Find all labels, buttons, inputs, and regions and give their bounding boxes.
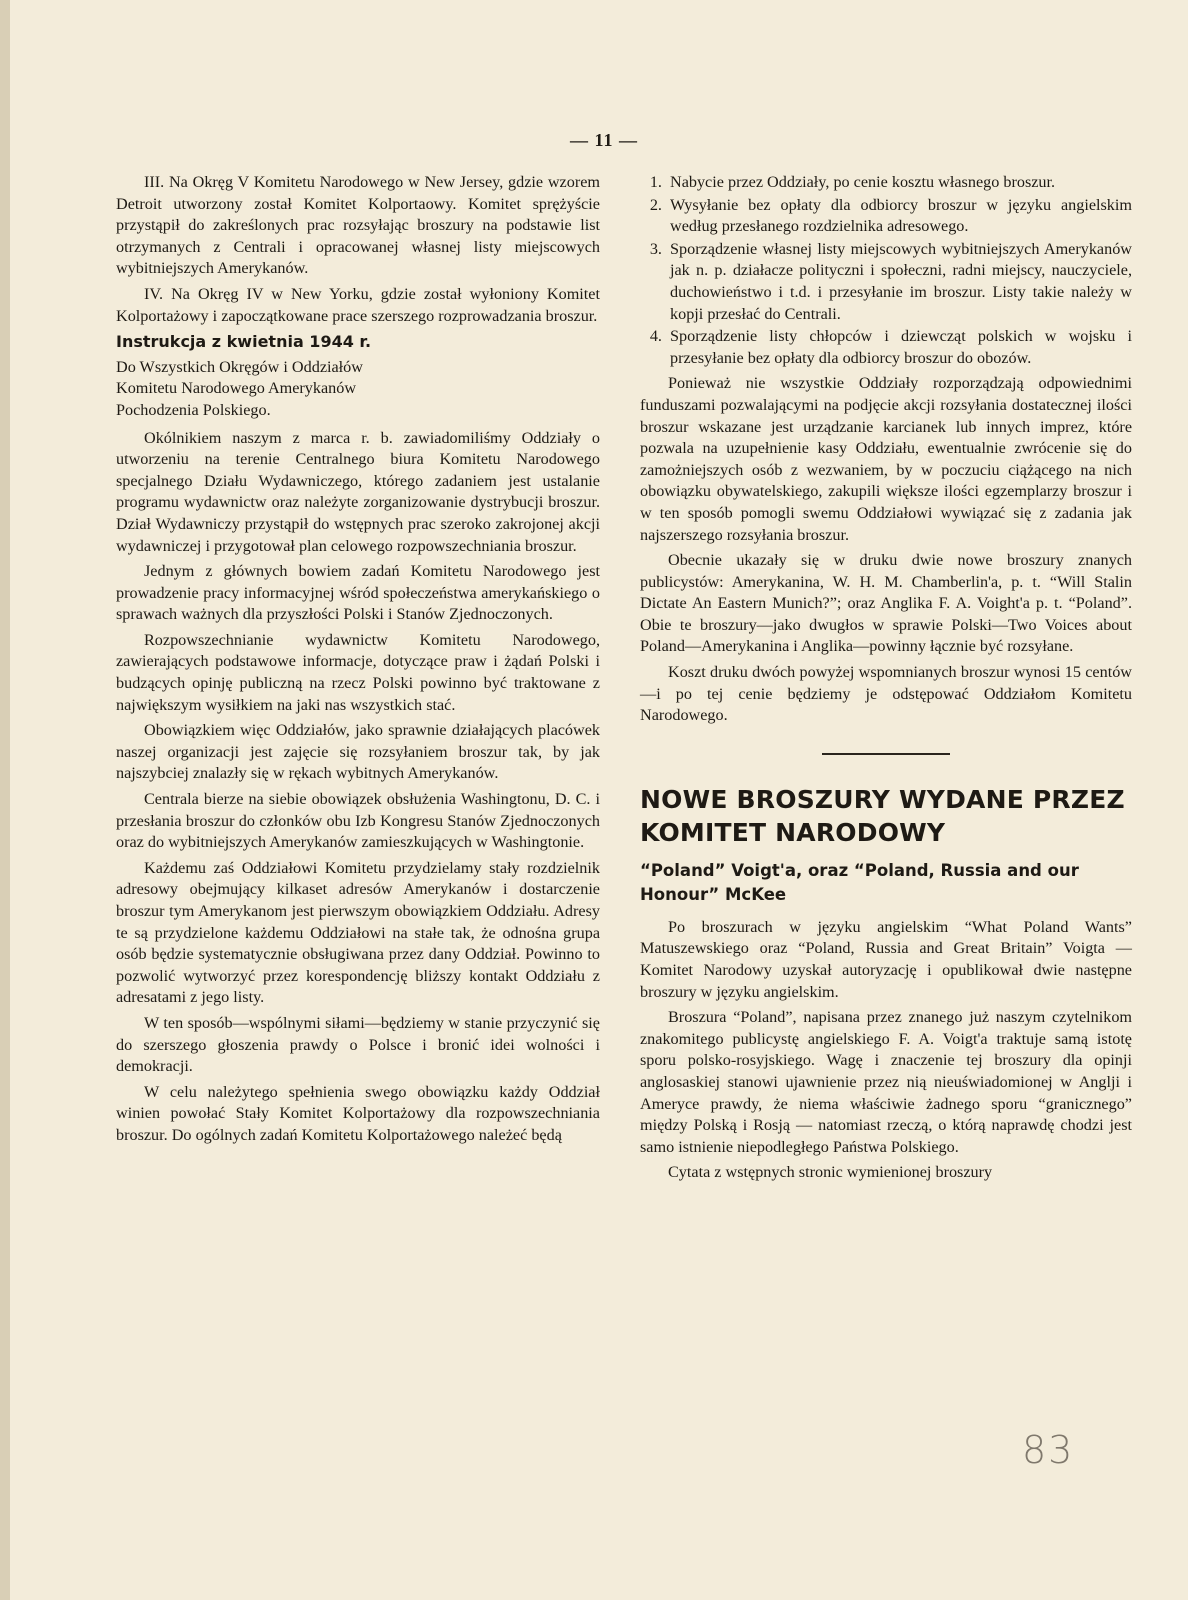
handwritten-page-mark: 83 <box>1022 1428 1075 1472</box>
divider <box>822 753 950 755</box>
right-column <box>640 172 1132 1188</box>
paragraph: Obowiązkiem więc Oddziałów, jako sprawnie działających placówek naszej organizacji jest zajęcie się rozsyłaniem broszur tak, by jak najszybciej znalazły się w rękach wybitnych Amerykanów. <box>116 721 600 783</box>
paragraph: Okólnikiem naszym z marca r. b. zawiadomiliśmy Oddziały o utworzeniu na terenie Centralnego biura Komitetu Narodowego specjalnego Działu Wydawniczego, którego zadaniem jest ustalanie programu wydawnictw oraz należyte zorganizowanie dystrybucji broszur. Dział Wydawniczy przystąpił do wstępnych prac szeroko zakrojonej akcji wydawniczej i przygotował plan celowego rozpowszechniania broszur. <box>116 428 600 555</box>
list-item: 3. Sporządzenie własnej listy miejscowych wybitniejszych Amerykanów jak n. p. działacze polityczni i społeczni, radni miejscy, nauczyciele, duchowieństwo i t.d. i przesyłanie im broszur. Listy takie należy w kopji przesłać do Centrali. <box>666 239 1132 325</box>
paragraph: W celu należytego spełnienia swego obowiązku każdy Oddział winien powołać Stały Komitet Kolportażowy dla rozpowszechniania broszur. Do ogólnych zadań Komitetu Kolportażowego należeć będą <box>116 1082 600 1144</box>
left-column <box>116 172 600 1151</box>
numbered-list <box>640 172 1132 369</box>
page-number: — 11 — <box>569 130 638 150</box>
article-headline: NOWE BROSZURY WYDANE PRZEZ KOMITET NARODOWY <box>640 784 1125 847</box>
paragraph: IV. Na Okręg IV w New Yorku, gdzie został wyłoniony Komitet Kolportażowy i zapoczątkowane prace szerszego rozprowadzania broszur. <box>116 284 600 325</box>
list-item: 2. Wysyłanie bez opłaty dla odbiorcy broszur w języku angielskim według przesłanego rozdzielnika adresowego. <box>666 195 1132 238</box>
paragraph: W ten sposób—wspólnymi siłami—będziemy w stanie przyczynić się do szerszego głoszenia prawdy o Polsce i bronić idei wolności i demokracji. <box>116 1013 600 1076</box>
address-block <box>116 357 600 422</box>
section-heading: Instrukcja z kwietnia 1944 r. <box>116 332 372 352</box>
list-item: 1. Nabycie przez Oddziały, po cenie kosztu własnego broszur. <box>666 172 1132 194</box>
paragraph: Obecnie ukazały się w druku dwie nowe broszury znanych publicystów: Amerykanina, W. H. M. Chamberlin'a, p. t. “Will Stalin Dictate An Eastern Munich?”; oraz Anglika F. A. Voight'a p. t. “Poland”. Obie te broszury—jako dwugłos w sprawie Polski—Two Voices about Poland—Amerykanina i Anglika—powinny łącznie być rozsyłane. <box>640 551 1132 656</box>
paragraph: Broszura “Poland”, napisana przez znanego już naszym czytelnikom znakomitego publicystę angielskiego F. A. Voigt'a traktuje samą istotę sporu polsko-rosyjskiego. Wagę i znaczenie tej broszury dla opinji anglosaskiej stanowi ujawnienie przez nią nieuświadomionej w Anglji i Ameryce prawdy, że niema właściwie żadnego sporu “granicznego” między Polską i Rosją — natomiast rzeczą, o którą naprawdę chodzi jest samo istnienie niepodległego Państwa Polskiego. <box>640 1008 1132 1156</box>
paragraph: Ponieważ nie wszystkie Oddziały rozporządzają odpowiednimi funduszami pozwalającymi na podjęcie akcji rozsyłania dostatecznej ilości broszur wskazane jest urządzanie karcianek lub innych imprez, które pozwala na uzupełnienie kasy Oddziału, ewentualnie zwrócenie się do zamożniejszych osób z wezwaniem, by w poczuciu ciążącego na nich obowiązku obywatelskiego, zakupili większe ilości egzemplarzy broszur i w ten sposób pomogli swemu Oddziałowi wywiązać się z zadania jak najszerszego rozsyłania broszur. <box>640 374 1132 544</box>
article-subheadline: “Poland” Voigt'a, oraz “Poland, Russia and our Honour” McKee <box>640 860 1079 904</box>
address-line: Komitetu Narodowego Amerykanów <box>116 379 357 398</box>
paragraph: Każdemu zaś Oddziałowi Komitetu przydzielamy stały rozdzielnik adresowy obejmujący kilkaset adresów Amerykanów i dostarczenie broszur tym Amerykanom jest pierwszym obowiązkiem Oddziału. Adresy te są przydzielone każdemu Oddziałowi na stałe tak, że odnośna grupa osób będzie systematycznie obsługiwana przez dany Oddział. Powinno to pozwolić wytworzyć przez korespondencję bliższy kontakt Oddziału z adresatami z jego listy. <box>116 858 600 1007</box>
paragraph: Rozpowszechnianie wydawnictw Komitetu Narodowego, zawierających podstawowe informacje, dotyczące praw i żądań Polski i budzących opinję publiczną na rzecz Polski powinno być traktowane z największym wysiłkiem na jaki nas wszystkich stać. <box>116 630 600 714</box>
address-line: Pochodzenia Polskiego. <box>116 400 271 419</box>
address-line: Do Wszystkich Okręgów i Oddziałów <box>116 357 363 376</box>
paragraph: III. Na Okręg V Komitetu Narodowego w New Jersey, gdzie wzorem Detroit utworzony został Komitet Kolportaowy. Komitet sprężyście przystąpił do zakreślonych prac rozsyłając broszury na podstawie list otrzymanych z Centrali i opracowanej własnej listy miejscowych wybitniejszych Amerykanów. <box>116 173 600 278</box>
paragraph: Cytata z wstępnych stronic wymienionej broszury <box>668 1163 993 1182</box>
paragraph: Jednym z głównych bowiem zadań Komitetu Narodowego jest prowadzenie pracy informacyjnej wśród społeczeństwa amerykańskiego o sprawach ważnych dla przyszłości Polski i Stanów Zjednoczonych. <box>116 562 600 624</box>
list-item: 4. Sporządzenie listy chłopców i dziewcząt polskich w wojsku i przesyłanie bez opłaty dla odbiorcy broszur do obozów. <box>666 326 1132 369</box>
paragraph: Centrala bierze na siebie obowiązek obsłużenia Washingtonu, D. C. i przesłania broszur do członków obu Izb Kongresu Stanów Zjednoczonych oraz do wybitniejszych Amerykanów zamieszkujących w Washingtonie. <box>116 790 600 852</box>
paragraph: Koszt druku dwóch powyżej wspomnianych broszur wynosi 15 centów—i po tej cenie będziemy je odstępować Oddziałom Komitetu Narodowego. <box>640 663 1132 725</box>
paragraph: Po broszurach w języku angielskim “What Poland Wants” Matuszewskiego oraz “Poland, Russia and Great Britain” Voigta — Komitet Narodowy uzyskał autoryzację i opublikował dwie następne broszury w języku angielskim. <box>640 917 1132 1001</box>
